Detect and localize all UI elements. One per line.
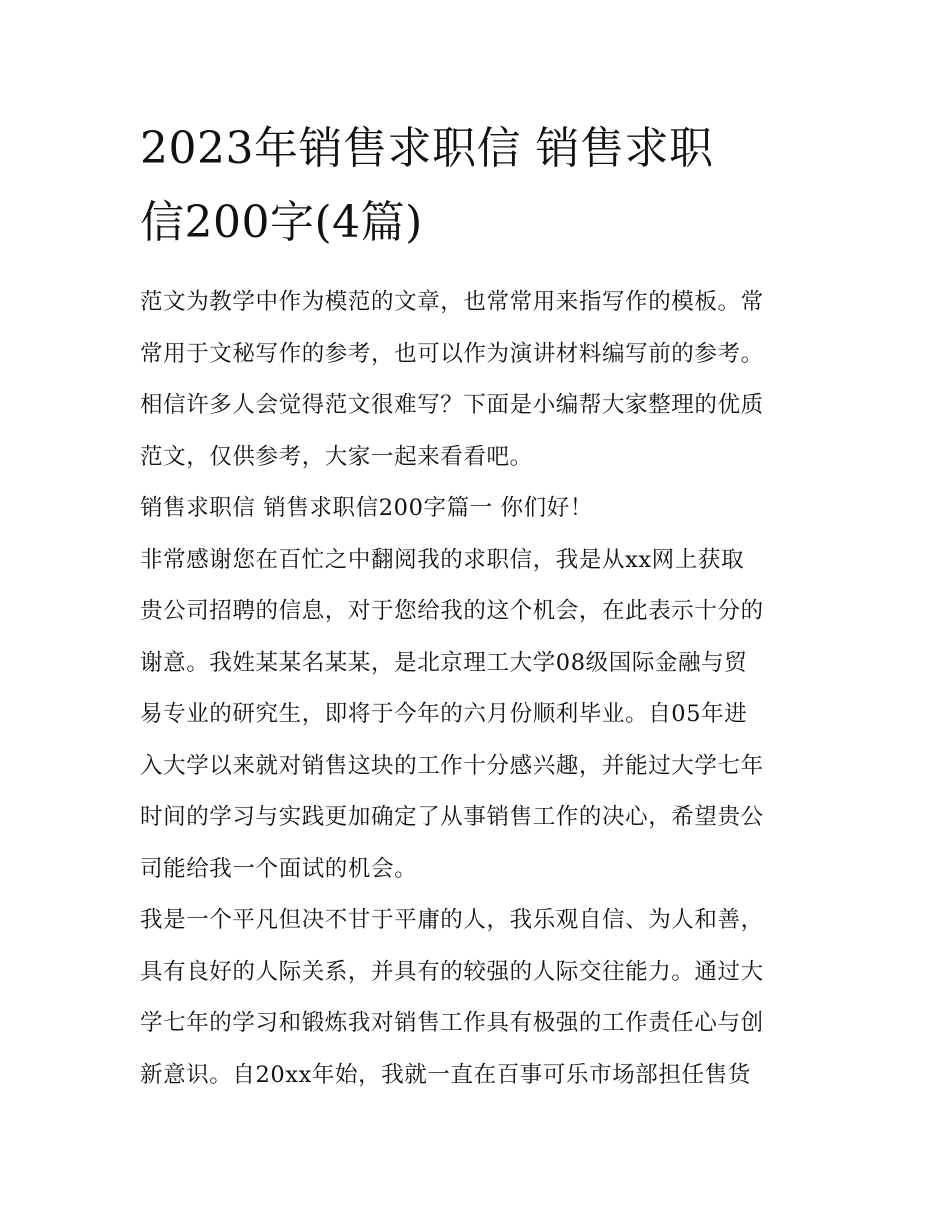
paragraph-line: 时间的学习与实践更加确定了从事销售工作的决心，希望贵公	[140, 804, 764, 830]
paragraph-line: 常用于文秘写作的参考，也可以作为演讲材料编写前的参考。	[140, 340, 764, 367]
document-title	[140, 112, 820, 260]
paragraph-line: 我是一个平凡但决不甘于平庸的人，我乐观自信、为人和善，	[140, 907, 764, 933]
paragraph-line: 非常感谢您在百忙之中翻阅我的求职信，我是从xx网上获取	[140, 546, 745, 573]
paragraph-line: 学七年的学习和锻炼我对销售工作具有极强的工作责任心与创	[140, 1010, 764, 1036]
paragraph-line: 具有良好的人际关系，并具有的较强的人际交往能力。通过大	[140, 958, 764, 985]
paragraph-line: 新意识。自20xx年始，我就一直在百事可乐市场部担任售货	[140, 1061, 751, 1088]
paragraph-line: 贵公司招聘的信息，对于您给我的这个机会，在此表示十分的	[140, 598, 764, 624]
section-heading-line: 销售求职信 销售求职信200字篇一 你们好！	[140, 495, 593, 521]
paragraph-line: 谢意。我姓某某名某某，是北京理工大学08级国际金融与贸	[140, 649, 748, 676]
paragraph-line: 入大学以来就对销售这块的工作十分感兴趣，并能过大学七年	[140, 752, 764, 779]
paragraph-line: 易专业的研究生，即将于今年的六月份顺利毕业。自05年进	[140, 701, 748, 727]
title-line-2: 信200字(4篇)	[140, 197, 423, 248]
paragraph-line: 范文为教学中作为模范的文章，也常常用来指写作的模板。常	[140, 289, 764, 315]
title-line-1: 2023年销售求职信 销售求职	[140, 123, 714, 174]
document-body	[140, 277, 820, 1101]
paragraph-line: 司能给我一个面试的机会。	[140, 855, 418, 882]
paragraph-line: 相信许多人会觉得范文很难写？下面是小编帮大家整理的优质	[140, 392, 764, 418]
paragraph-line: 范文，仅供参考，大家一起来看看吧。	[140, 443, 533, 470]
